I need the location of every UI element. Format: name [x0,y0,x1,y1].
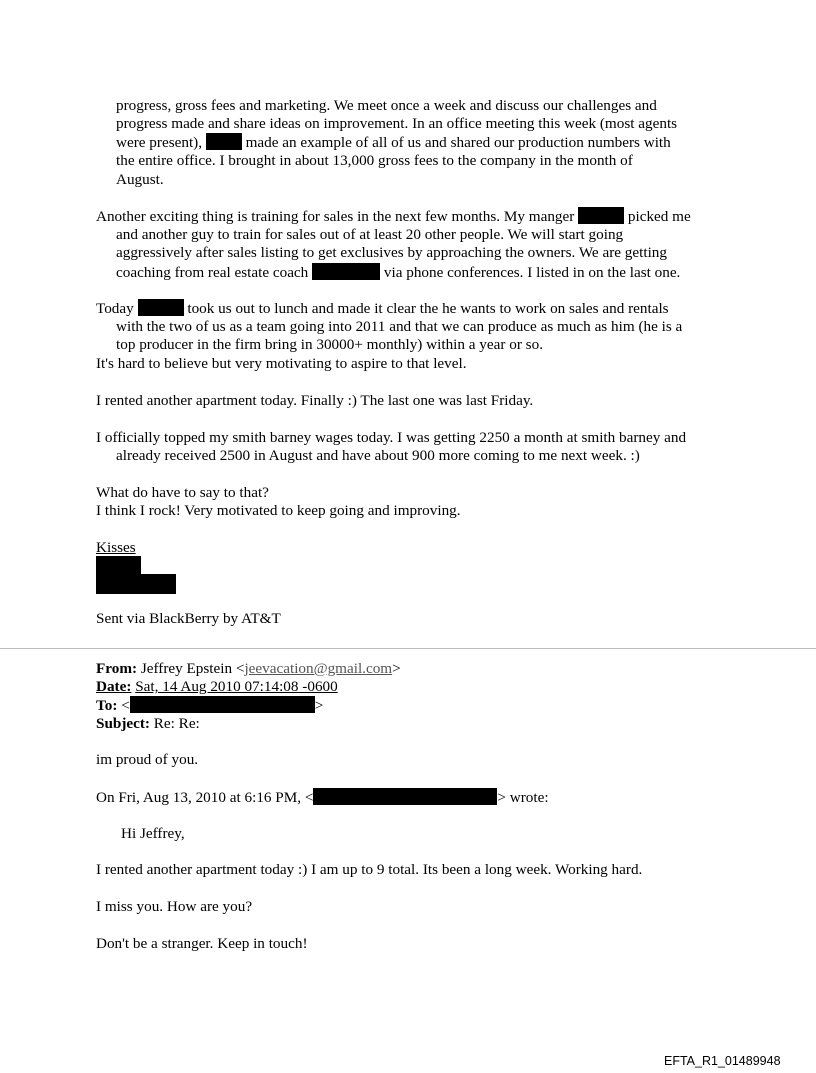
redaction-block [138,299,184,316]
body-line: with the two of us as a team going into 2011 and that we can produce as much as him (he is a [116,318,683,335]
signature-redaction [96,574,176,594]
date-line [96,678,338,696]
body-text: were present), [116,134,203,151]
sent-via: Sent via BlackBerry by AT&T [96,610,281,627]
body-line: What do have to say to that? [96,484,269,501]
date-label: Date: [96,678,132,695]
body-text: made an example of all of us and shared our production numbers with [245,134,671,151]
to-label: To: [96,697,118,714]
body-text: picked me [627,208,691,225]
to-open: < [121,697,130,714]
quoted-greeting: Hi Jeffrey, [121,825,185,842]
quote-intro [96,788,549,807]
body-text: Another exciting thing is training for sales in the next few months. My manger [96,208,575,225]
body-line: already received 2500 in August and have about 900 more coming to me next week. :) [116,447,640,464]
from-label: From: [96,660,138,677]
subject-label: Subject: [96,715,150,732]
reply-text: im proud of you. [96,751,199,768]
body-line: I think I rock! Very motivated to keep going and improving. [96,502,461,519]
to-line [96,696,323,715]
divider [0,648,816,649]
body-line: top producer in the firm bring in 30000+ monthly) within a year or so. [116,336,543,353]
body-line: and another guy to train for sales out of at least 20 other people. We will start going [116,226,624,243]
quote-intro-text: > wrote: [497,789,549,806]
signature-redaction [96,556,141,574]
redaction-block [578,207,624,224]
from-name: Jeffrey Epstein < [140,660,245,677]
body-line [96,207,691,226]
subject-line [96,715,200,733]
from-line [96,660,401,678]
quoted-line: Don't be a stranger. Keep in touch! [96,935,308,952]
from-email-link[interactable]: jeevacation@gmail.com [244,660,393,677]
body-line: aggressively after sales listing to get exclusives by approaching the owners. We are getting [116,244,667,261]
body-text: via phone conferences. I listed in on the last one. [383,264,681,281]
quoted-line: I miss you. How are you? [96,898,253,915]
body-line: progress made and share ideas on improvement. In an office meeting this week (most agents [116,115,678,132]
body-line: It's hard to believe but very motivating to aspire to that level. [96,355,467,372]
body-line: the entire office. I brought in about 13,000 gross fees to the company in the month of [116,152,633,169]
body-line [116,133,671,152]
body-text: Today [96,300,134,317]
body-line: August. [116,171,164,188]
date-value: Sat, 14 Aug 2010 07:14:08 -0600 [135,678,338,695]
subject-value: Re: Re: [153,715,200,732]
body-line: progress, gross fees and marketing. We meet once a week and discuss our challenges and [116,97,657,114]
body-text: took us out to lunch and made it clear the he wants to work on sales and rentals [187,300,669,317]
body-line [96,299,669,318]
redaction-block [313,788,497,805]
from-end: > [392,660,401,677]
redaction-block [312,263,380,280]
to-close: > [314,697,324,714]
body-line: I rented another apartment today. Finally :) The last one was last Friday. [96,392,534,409]
redaction-block [130,696,315,713]
body-line: I officially topped my smith barney wages today. I was getting 2250 a month at smith barney and [96,429,687,446]
closing: Kisses [96,539,136,556]
quoted-line: I rented another apartment today :) I am up to 9 total. Its been a long week. Working hard. [96,861,643,878]
redaction-block [206,133,242,150]
quote-intro-text: On Fri, Aug 13, 2010 at 6:16 PM, < [96,789,314,806]
body-text: coaching from real estate coach [116,264,309,281]
body-line [116,263,680,282]
bates-number: EFTA_R1_01489948 [664,1054,781,1068]
